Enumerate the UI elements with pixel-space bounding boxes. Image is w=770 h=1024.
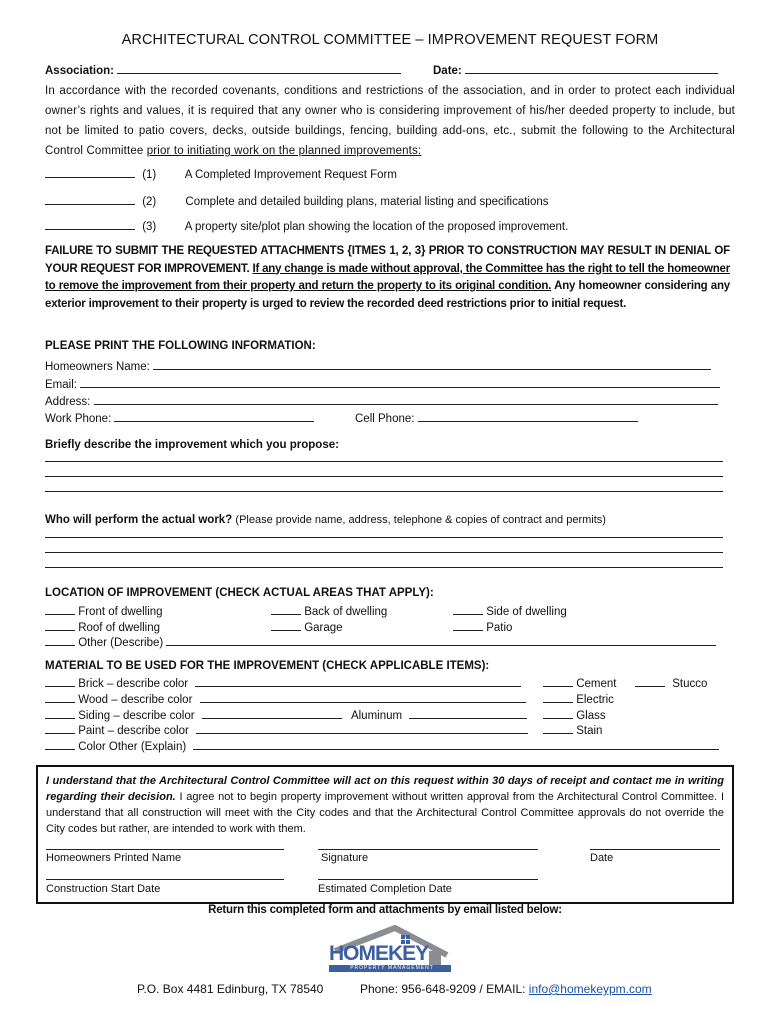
mat-siding-check[interactable] (45, 707, 75, 719)
footer-email-link[interactable]: info@homekeypm.com (528, 982, 652, 996)
mat-wood-check[interactable] (45, 691, 75, 703)
mat-siding-label: Siding – describe color (78, 710, 195, 722)
loc-roof (45, 619, 160, 634)
work-phone-label: Work Phone: (45, 413, 112, 425)
agreement-rest: I agree not to begin property improvement without written approval from the Architectural Control Committee. I understand that all construction will meet with the City codes and that the Architectural Control Committee approvals do not override the City codes but rather, are intended to work with them. (46, 791, 724, 835)
mat-stain-label: Stain (576, 725, 603, 737)
cell-phone-label: Cell Phone: (355, 413, 415, 425)
material-heading: MATERIAL TO BE USED FOR THE IMPROVEMENT (CHECK APPLICABLE ITEMS): (45, 660, 490, 672)
mat-cement-label: Cement (576, 678, 617, 690)
loc-garage (271, 619, 343, 634)
loc-garage-check[interactable] (271, 619, 301, 631)
mat-brick-check[interactable] (45, 675, 75, 687)
sign-date-label: Date (590, 852, 614, 864)
performer-row (45, 514, 606, 526)
attachment-3-check[interactable] (45, 218, 135, 230)
attachment-1-text: A Completed Improvement Request Form (184, 169, 397, 181)
attachment-1 (45, 166, 397, 181)
attachment-3-num: (3) (142, 221, 157, 233)
signature-field[interactable] (318, 849, 538, 850)
sign-date-field[interactable] (590, 849, 720, 850)
performer-line-3[interactable] (45, 567, 723, 568)
mat-stain (543, 722, 602, 737)
name-label: Homeowners Name: (45, 361, 150, 373)
describe-heading: Briefly describe the improvement which you propose: (45, 439, 339, 451)
cell-phone-field[interactable] (418, 410, 638, 422)
loc-back-check[interactable] (271, 603, 301, 615)
agreement-text (46, 773, 724, 837)
association-label: Association: (45, 65, 115, 77)
attachment-2-num: (2) (142, 196, 157, 208)
mat-aluminum-field[interactable] (409, 707, 527, 719)
performer-line-2[interactable] (45, 552, 723, 553)
mat-stucco (635, 675, 707, 690)
loc-roof-check[interactable] (45, 619, 75, 631)
mat-aluminum-label: Aluminum (350, 710, 403, 722)
loc-roof-label: Roof of dwelling (78, 622, 161, 634)
loc-other-field[interactable] (166, 634, 716, 646)
loc-back (271, 603, 387, 618)
loc-other (45, 634, 716, 649)
performer-heading: Who will perform the actual work? (45, 514, 233, 526)
mat-glass (543, 707, 606, 722)
loc-patio-label: Patio (486, 622, 513, 634)
attachment-2-check[interactable] (45, 193, 135, 205)
mat-stucco-label: Stucco (672, 678, 708, 690)
loc-other-check[interactable] (45, 634, 75, 646)
date-label: Date: (433, 65, 462, 77)
mat-paint-check[interactable] (45, 722, 75, 734)
mat-wood-label: Wood – describe color (78, 694, 193, 706)
attachment-1-num: (1) (142, 169, 157, 181)
email-row (45, 376, 720, 391)
email-field[interactable] (80, 376, 720, 388)
loc-side-label: Side of dwelling (486, 606, 567, 618)
warning-paragraph (45, 243, 730, 313)
loc-side (453, 603, 567, 618)
loc-patio (453, 619, 512, 634)
email-label: Email: (45, 379, 77, 391)
mat-color-other-field[interactable] (193, 738, 719, 750)
attachment-3 (45, 218, 568, 233)
signature-label: Signature (321, 852, 369, 864)
footer-phone: Phone: 956-648-9209 / EMAIL: (360, 982, 529, 996)
mat-color-other-label: Color Other (Explain) (78, 741, 187, 753)
mat-brick (45, 675, 521, 690)
loc-patio-check[interactable] (453, 619, 483, 631)
mat-electric (543, 691, 614, 706)
homekey-logo (325, 925, 455, 975)
completion-date-label: Estimated Completion Date (318, 883, 452, 895)
mat-electric-check[interactable] (543, 691, 573, 703)
warning-part3: Any homeowner considering any exterior improvement to their property is urged to review the recorded deed restrictions prior to initial request. (45, 280, 730, 310)
mat-glass-check[interactable] (543, 707, 573, 719)
info-heading: PLEASE PRINT THE FOLLOWING INFORMATION: (45, 340, 316, 352)
performer-line-1[interactable] (45, 537, 723, 538)
name-row (45, 358, 711, 373)
printed-name-field[interactable] (46, 849, 284, 850)
agreement-box (36, 765, 734, 904)
mat-brick-field[interactable] (195, 675, 521, 687)
mat-siding (45, 707, 527, 722)
attachment-1-check[interactable] (45, 166, 135, 178)
mat-paint (45, 722, 528, 737)
loc-front (45, 603, 163, 618)
describe-line-2[interactable] (45, 476, 723, 477)
attachment-2 (45, 193, 549, 208)
date-field[interactable] (465, 62, 718, 74)
loc-side-check[interactable] (453, 603, 483, 615)
start-date-field[interactable] (46, 879, 284, 880)
performer-note: (Please provide name, address, telephone & copies of contract and permits) (235, 514, 606, 526)
mat-glass-label: Glass (576, 710, 606, 722)
loc-other-label: Other (Describe) (78, 637, 164, 649)
mat-color-other-check[interactable] (45, 738, 75, 750)
return-note: Return this completed form and attachments by email listed below: (208, 904, 562, 916)
mat-siding-field[interactable] (202, 707, 342, 719)
intro-paragraph (45, 81, 735, 161)
footer-contact (360, 982, 652, 996)
describe-line-3[interactable] (45, 491, 723, 492)
mat-cement (543, 675, 616, 690)
mat-stain-check[interactable] (543, 722, 573, 734)
warning-part1: FAILURE TO SUBMIT THE REQUESTED ATTACHMENTS {ITMES 1, 2, 3} PRIOR TO CONSTRUCTION MAY RESULT IN DENIAL OF YOUR REQUEST FOR IMPROVEMENT. (45, 245, 730, 275)
printed-name-label: Homeowners Printed Name (46, 852, 182, 864)
mat-stucco-check[interactable] (635, 675, 665, 687)
association-field[interactable] (117, 62, 401, 74)
name-field[interactable] (153, 358, 711, 370)
mat-cement-check[interactable] (543, 675, 573, 687)
mat-electric-label: Electric (576, 694, 614, 706)
mat-color-other (45, 738, 719, 753)
intro-text: In accordance with the recorded covenants, conditions and restrictions of the association, and in order to protect each individual owner’s rights and values, it is required that any owner who is considering improvement of his/her deeded property to include, but not be limited to patio covers, decks, outside buildings, fencing, building add-ons, etc., submit the following to the Architectural Control Committee (45, 85, 735, 157)
address-label: Address: (45, 396, 91, 408)
completion-date-field[interactable] (318, 879, 538, 880)
loc-front-check[interactable] (45, 603, 75, 615)
location-heading: LOCATION OF IMPROVEMENT (CHECK ACTUAL AREAS THAT APPLY): (45, 587, 434, 599)
agreement-bold: I understand that the Architectural Control Committee will act on this request within 30 days of receipt and contact me in writing regarding their decision. (46, 775, 724, 803)
intro-underlined: prior to initiating work on the planned improvements: (146, 145, 422, 157)
mat-brick-label: Brick – describe color (78, 678, 189, 690)
address-field[interactable] (94, 393, 718, 405)
mat-paint-field[interactable] (196, 722, 528, 734)
address-row (45, 393, 718, 408)
date-row (433, 62, 718, 77)
attachment-3-text: A property site/plot plan showing the location of the proposed improvement. (184, 221, 569, 233)
loc-garage-label: Garage (304, 622, 343, 634)
describe-line-1[interactable] (45, 461, 723, 462)
logo-text: HOMEKEY (329, 942, 429, 965)
start-date-label: Construction Start Date (46, 883, 161, 895)
loc-back-label: Back of dwelling (304, 606, 388, 618)
loc-front-label: Front of dwelling (78, 606, 163, 618)
cell-phone-row (355, 410, 638, 425)
work-phone-row (45, 410, 314, 425)
warning-part2: If any change is made without approval, the Committee has the right to tell the homeowner to remove the improvement from their property and return the property to its original condition. (45, 262, 730, 292)
attachment-2-text: Complete and detailed building plans, material listing and specifications (185, 196, 549, 208)
footer-address: P.O. Box 4481 Edinburg, TX 78540 (137, 982, 324, 996)
association-row (45, 62, 401, 77)
mat-paint-label: Paint – describe color (78, 725, 189, 737)
form-title: ARCHITECTURAL CONTROL COMMITTEE – IMPROVEMENT REQUEST FORM (121, 32, 659, 48)
logo-subtext: PROPERTY MANAGEMENT (350, 965, 434, 971)
work-phone-field[interactable] (114, 410, 314, 422)
mat-wood-field[interactable] (200, 691, 526, 703)
mat-wood (45, 691, 526, 706)
